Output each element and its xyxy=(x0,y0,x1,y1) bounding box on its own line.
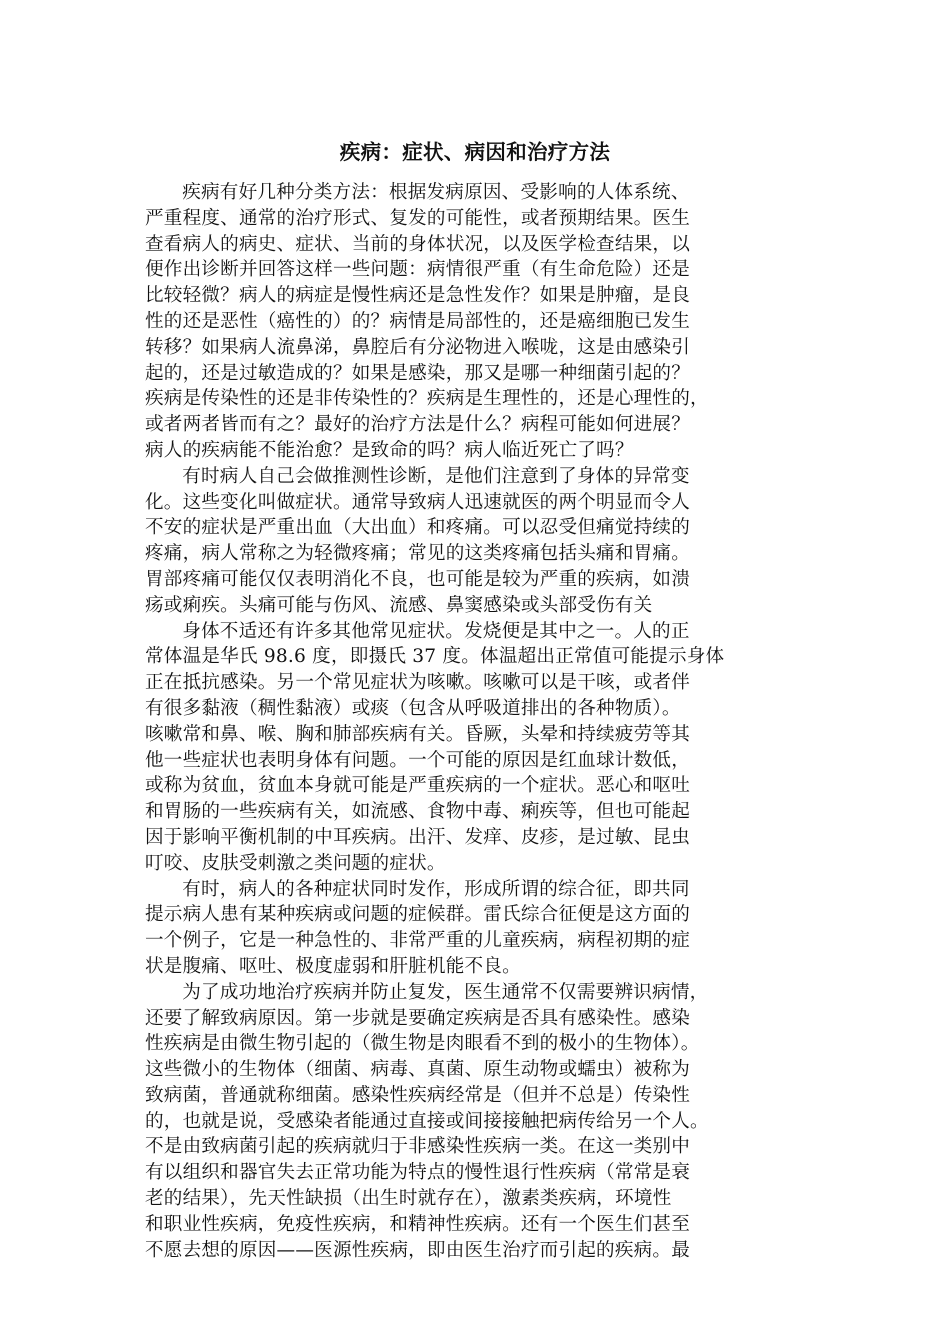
text-line: 一个例子，它是一种急性的、非常严重的儿童疾病，病程初期的症 xyxy=(145,930,691,952)
text-line: 咳嗽常和鼻、喉、胸和肺部疾病有关。昏厥，头晕和持续疲劳等其 xyxy=(145,723,691,745)
text-line: 性疾病是由微生物引起的（微生物是肉眼看不到的极小的生物体）。 xyxy=(145,1033,700,1055)
text-line: 叮咬、皮肤受刺激之类问题的症状。 xyxy=(145,852,446,874)
text-line: 性的还是恶性（癌性的）的？病情是局部性的，还是癌细胞已发生 xyxy=(145,310,691,332)
text-line: 老的结果），先天性缺损（出生时就存在），激素类疾病，环境性 xyxy=(145,1188,672,1210)
text-line: 提示病人患有某种疾病或问题的症候群。雷氏综合征便是这方面的 xyxy=(145,904,691,926)
paragraph-classification xyxy=(145,180,813,464)
text-line: 有时病人自己会做推测性诊断，是他们注意到了身体的异常变 xyxy=(182,465,690,487)
paragraph-causes xyxy=(145,980,813,1264)
text-line: 致病菌，普通就称细菌。感染性疾病经常是（但并不总是）传染性 xyxy=(145,1084,691,1106)
text-line: 有很多黏液（稠性黏液）或痰（包含从呼吸道排出的各种物质）。 xyxy=(145,697,681,719)
text-line: 因于影响平衡机制的中耳疾病。出汗、发痒、皮疹，是过敏、昆虫 xyxy=(145,826,691,848)
text-line: 疼痛，病人常称之为轻微疼痛；常见的这类疼痛包括头痛和胃痛。 xyxy=(145,543,691,565)
text-line: 转移？如果病人流鼻涕，鼻腔后有分泌物进入喉咙，这是由感染引 xyxy=(145,336,691,358)
text-line: 为了成功地治疗疾病并防止复发，医生通常不仅需要辨识病情， xyxy=(182,981,709,1003)
document-body xyxy=(145,180,813,1263)
text-line: 正在抵抗感染。另一个常见症状为咳嗽。咳嗽可以是干咳，或者伴 xyxy=(145,672,691,694)
paragraph-common-symptoms xyxy=(145,619,813,877)
text-line: 便作出诊断并回答这样一些问题：病情很严重（有生命危险）还是 xyxy=(145,259,691,281)
text-line: 和胃肠的一些疾病有关，如流感、食物中毒、痢疾等，但也可能起 xyxy=(145,801,691,823)
text-line: 有时，病人的各种症状同时发作，形成所谓的综合征，即共同 xyxy=(182,878,690,900)
text-line: 或称为贫血，贫血本身就可能是严重疾病的一个症状。恶心和呕吐 xyxy=(145,775,691,797)
text-line: 不安的症状是严重出血（大出血）和疼痛。可以忍受但痛觉持续的 xyxy=(145,517,691,539)
text-line: 和职业性疾病，免疫性疾病，和精神性疾病。还有一个医生们甚至 xyxy=(145,1213,691,1235)
text-line: 这些微小的生物体（细菌、病毒、真菌、原生动物或蠕虫）被称为 xyxy=(145,1059,691,1081)
text-line: 查看病人的病史、症状、当前的身体状况，以及医学检查结果，以 xyxy=(145,233,691,255)
text-line: 疾病是传染性的还是非传染性的？疾病是生理性的，还是心理性的， xyxy=(145,388,709,410)
text-line: 不愿去想的原因——医源性疾病，即由医生治疗而引起的疾病。最 xyxy=(145,1239,691,1261)
text-line: 有以组织和器官失去正常功能为特点的慢性退行性疾病（常常是衰 xyxy=(145,1162,691,1184)
text-line: 不是由致病菌引起的疾病就归于非感染性疾病一类。在这一类别中 xyxy=(145,1136,691,1158)
text-line: 常体温是华氏 98.6 度，即摄氏 37 度。体温超出正常值可能提示身体 xyxy=(145,646,725,668)
text-line: 他一些症状也表明身体有问题。一个可能的原因是红血球计数低， xyxy=(145,749,691,771)
paragraph-syndromes xyxy=(145,877,813,980)
paragraph-symptoms xyxy=(145,464,813,619)
text-line: 起的，还是过敏造成的？如果是感染，那又是哪一种细菌引起的？ xyxy=(145,362,691,384)
text-line: 疾病有好几种分类方法：根据发病原因、受影响的人体系统、 xyxy=(182,182,690,203)
text-line: 严重程度、通常的治疗形式、复发的可能性，或者预期结果。医生 xyxy=(145,207,691,229)
text-line: 还要了解致病原因。第一步就是要确定疾病是否具有感染性。感染 xyxy=(145,1007,691,1029)
text-line: 或者两者皆而有之？最好的治疗方法是什么？病程可能如何进展？ xyxy=(145,414,691,436)
text-line: 胃部疼痛可能仅仅表明消化不良，也可能是较为严重的疾病，如溃 xyxy=(145,568,691,590)
text-line: 疡或痢疾。头痛可能与伤风、流感、鼻窦感染或头部受伤有关 xyxy=(145,594,653,616)
text-line: 的，也就是说，受感染者能通过直接或间接接触把病传给另一个人。 xyxy=(145,1110,709,1132)
text-line: 比较轻微？病人的病症是慢性病还是急性发作？如果是肿瘤，是良 xyxy=(145,285,691,307)
text-line: 身体不适还有许多其他常见症状。发烧便是其中之一。人的正 xyxy=(182,620,690,642)
text-line: 化。这些变化叫做症状。通常导致病人迅速就医的两个明显而令人 xyxy=(145,491,691,513)
text-line: 病人的疾病能不能治愈？是致命的吗？病人临近死亡了吗？ xyxy=(145,439,634,461)
text-line: 状是腹痛、呕吐、极度虚弱和肝脏机能不良。 xyxy=(145,955,521,977)
page-title: 疾病：症状、病因和治疗方法 xyxy=(339,140,611,164)
